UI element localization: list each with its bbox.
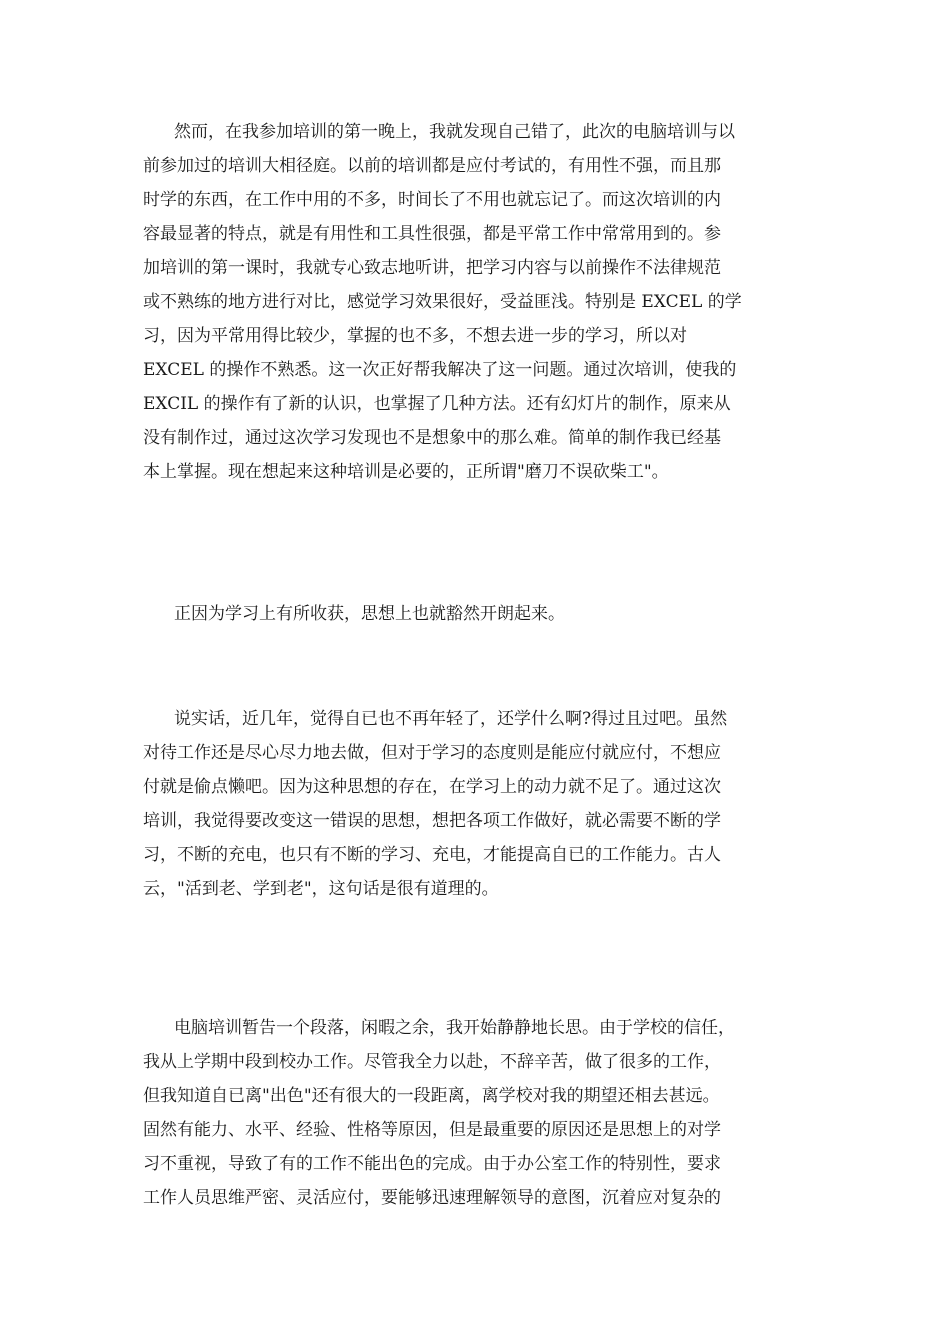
text-line: 前参加过的培训大相径庭。以前的培训都是应付考试的，有用性不强，而且那 <box>143 156 721 176</box>
text-line: 电脑培训暂告一个段落，闲暇之余，我开始静静地长思。由于学校的信任， <box>174 1018 735 1038</box>
text-line: 正因为学习上有所收获，思想上也就豁然开朗起来。 <box>174 604 565 624</box>
text-line: 工作人员思维严密、灵活应付，要能够迅速理解领导的意图，沉着应对复杂的 <box>143 1188 721 1208</box>
text-line: 没有制作过，通过这次学习发现也不是想象中的那么难。简单的制作我已经基 <box>143 428 721 448</box>
text-line: 云，"活到老、学到老"，这句话是很有道理的。 <box>143 879 499 899</box>
text-line: 时学的东西，在工作中用的不多，时间长了不用也就忘记了。而这次培训的内 <box>143 190 721 210</box>
text-line: 习，因为平常用得比较少，掌握的也不多，不想去进一步的学习，所以对 <box>143 326 687 346</box>
text-line: 加培训的第一课时，我就专心致志地听讲，把学习内容与以前操作不法律规范 <box>143 258 721 278</box>
text-line: 付就是偷点懒吧。因为这种思想的存在，在学习上的动力就不足了。通过这次 <box>143 777 721 797</box>
paragraph-3 <box>143 702 803 906</box>
text-line: 培训，我觉得要改变这一错误的思想，想把各项工作做好，就必需要不断的学 <box>143 811 721 831</box>
text-line: EXCEL 的操作不熟悉。这一次正好帮我解决了这一问题。通过次培训，使我的 <box>143 360 737 380</box>
paragraph-4 <box>143 1011 803 1215</box>
text-line: EXCIL 的操作有了新的认识，也掌握了几种方法。还有幻灯片的制作，原来从 <box>143 394 731 414</box>
text-line: 我从上学期中段到校办工作。尽管我全力以赴，不辞辛苦，做了很多的工作， <box>143 1052 721 1072</box>
text-line: 对待工作还是尽心尽力地去做，但对于学习的态度则是能应付就应付，不想应 <box>143 743 721 763</box>
paragraph-1 <box>143 115 803 489</box>
text-line: 固然有能力、水平、经验、性格等原因，但是最重要的原因还是思想上的对学 <box>143 1120 721 1140</box>
text-line: 容最显著的特点，就是有用性和工具性很强，都是平常工作中常常用到的。参 <box>143 224 721 244</box>
text-line: 说实话，近几年，觉得自已也不再年轻了，还学什么啊?得过且过吧。虽然 <box>174 709 728 729</box>
paragraph-2 <box>143 597 803 631</box>
text-line: 本上掌握。现在想起来这种培训是必要的，正所谓"磨刀不误砍柴工"。 <box>143 462 669 482</box>
text-line: 习，不断的充电，也只有不断的学习、充电，才能提高自已的工作能力。古人 <box>143 845 721 865</box>
text-line: 然而，在我参加培训的第一晚上，我就发现自己错了，此次的电脑培训与以 <box>174 122 735 142</box>
text-line: 或不熟练的地方进行对比，感觉学习效果很好，受益匪浅。特别是 EXCEL 的学 <box>143 292 742 312</box>
text-line: 但我知道自已离"出色"还有很大的一段距离，离学校对我的期望还相去甚远。 <box>143 1086 720 1106</box>
text-line: 习不重视，导致了有的工作不能出色的完成。由于办公室工作的特别性，要求 <box>143 1154 721 1174</box>
